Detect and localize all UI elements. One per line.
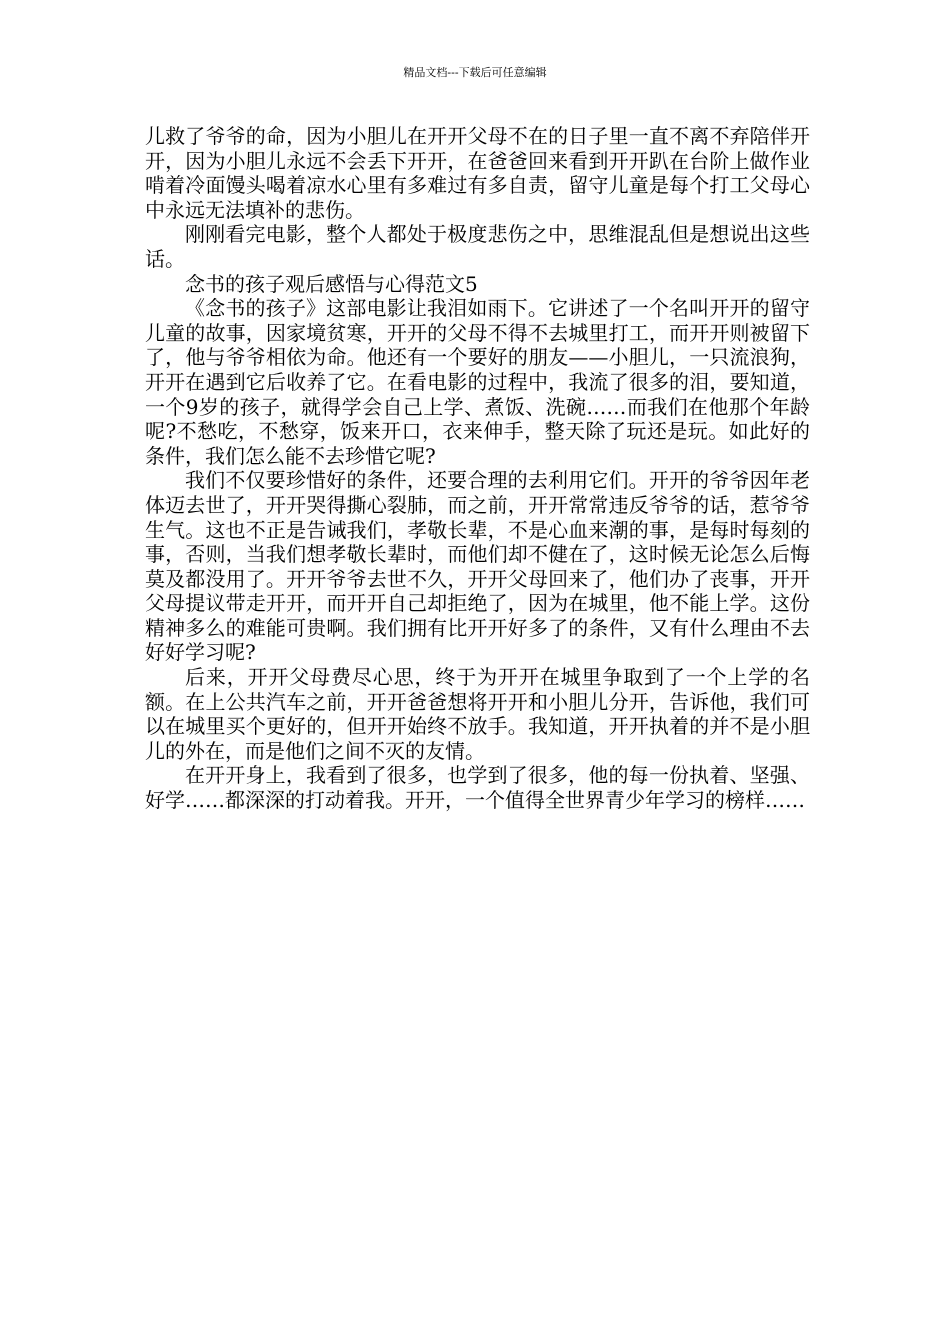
document-body xyxy=(145,124,810,813)
paragraph-2: 刚刚看完电影，整个人都处于极度悲伤之中，思维混乱但是想说出这些话。 xyxy=(145,222,810,271)
paragraph-3: 《念书的孩子》这部电影让我泪如雨下。它讲述了一个名叫开开的留守儿童的故事，因家境贫寒，开开的父母不得不去城里打工，而开开则被留下了，他与爷爷相依为命。他还有一个要好的朋友——小胆儿，一只流浪狗，开开在遇到它后收养了它。在看电影的过程中，我流了很多的泪，要知道，一个9岁的孩子，就得学会自己上学、煮饭、洗碗……而我们在他那个年龄呢?不愁吃，不愁穿，饭来开口，衣来伸手，整天除了玩还是玩。如此好的条件，我们怎么能不去珍惜它呢? xyxy=(145,296,810,468)
paragraph-6: 在开开身上，我看到了很多，也学到了很多，他的每一份执着、坚强、好学……都深深的打动着我。开开，一个值得全世界青少年学习的榜样…… xyxy=(145,763,810,813)
section-heading: 念书的孩子观后感悟与心得范文5 xyxy=(185,271,478,296)
page-header: 精品文档---下载后可任意编辑 xyxy=(403,66,547,79)
paragraph-5: 后来，开开父母费尽心思，终于为开开在城里争取到了一个上学的名额。在上公共汽车之前，开开爸爸想将开开和小胆儿分开，告诉他，我们可以在城里买个更好的，但开开始终不放手。我知道，开开执着的并不是小胆儿的外在，而是他们之间不灭的友情。 xyxy=(145,665,810,763)
paragraph-1: 儿救了爷爷的命，因为小胆儿在开开父母不在的日子里一直不离不弃陪伴开开，因为小胆儿永远不会丢下开开，在爸爸回来看到开开趴在台阶上做作业啃着冷面馒头喝着凉水心里有多难过有多自责，留守儿童是每个打工父母心中永远无法填补的悲伤。 xyxy=(145,124,810,222)
paragraph-4: 我们不仅要珍惜好的条件，还要合理的去利用它们。开开的爷爷因年老体迈去世了，开开哭得撕心裂肺，而之前，开开常常违反爷爷的话，惹爷爷生气。这也不正是告诫我们，孝敬长辈，不是心血来潮的事，是每时每刻的事，否则，当我们想孝敬长辈时，而他们却不健在了，这时候无论怎么后悔莫及都没用了。开开爷爷去世不久，开开父母回来了，他们办了丧事，开开父母提议带走开开，而开开自己却拒绝了，因为在城里，他不能上学。这份精神多么的难能可贵啊。我们拥有比开开好多了的条件，又有什么理由不去好好学习呢? xyxy=(145,468,810,665)
